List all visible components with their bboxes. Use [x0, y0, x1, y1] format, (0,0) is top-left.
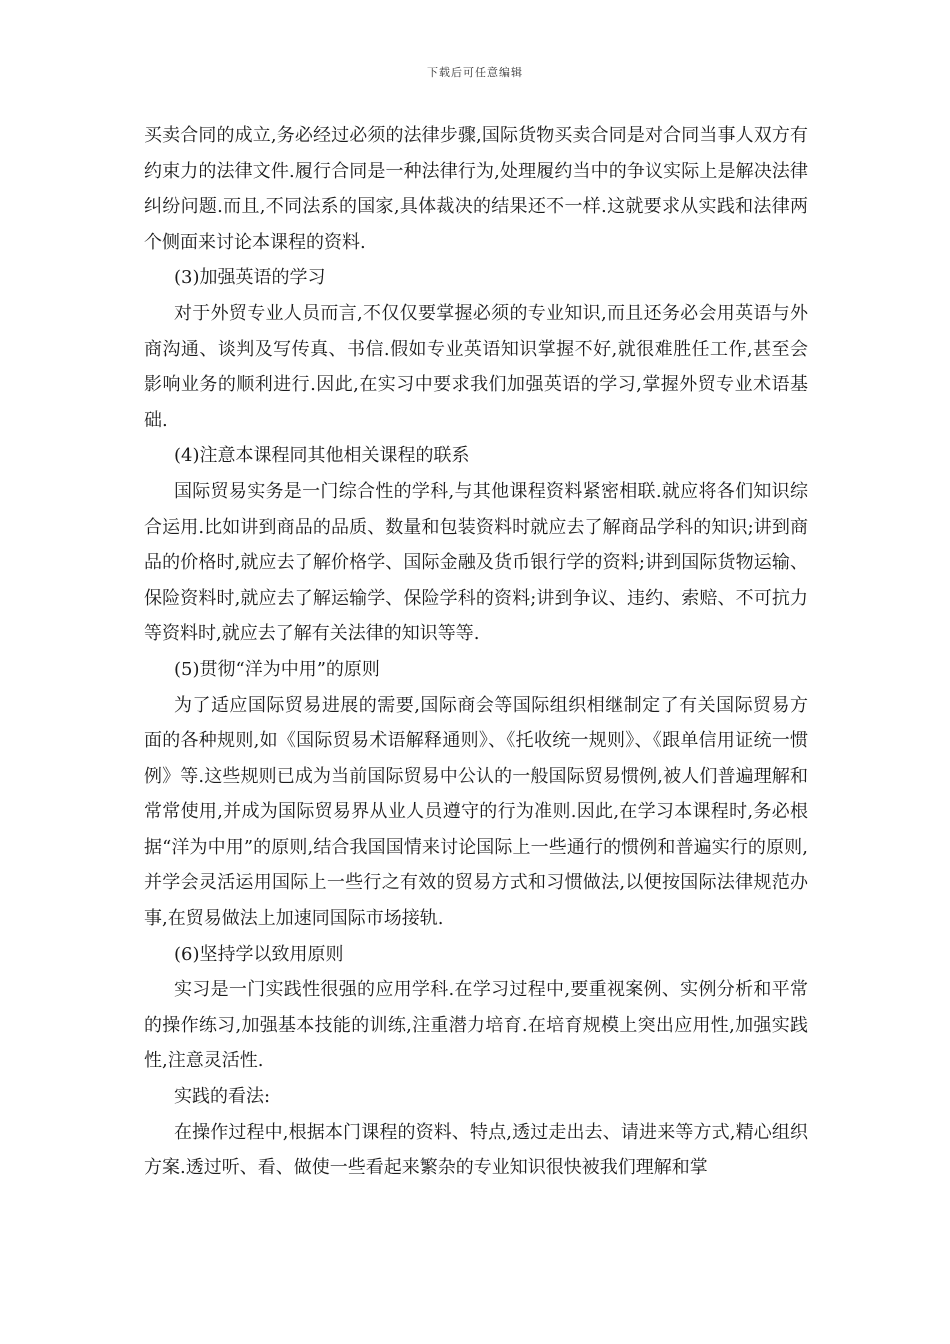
body-text: [144, 118, 808, 1186]
paragraph: 对于外贸专业人员而言,不仅仅要掌握必须的专业知识,而且还务必会用英语与外商沟通、谈判及写传真、书信.假如专业英语知识掌握不好,就很难胜任工作,甚至会影响业务的顺利进行.因此,在实习中要求我们加强英语的学习,掌握外贸专业术语基础.: [144, 302, 808, 431]
paragraph: 买卖合同的成立,务必经过必须的法律步骤,国际货物买卖合同是对合同当事人双方有约束力的法律文件.履行合同是一种法律行为,处理履约当中的争议实际上是解决法律纠纷问题.而且,不同法系的国家,具体裁决的结果还不一样.这就要求从实践和法律两个侧面来讨论本课程的资料.: [144, 125, 808, 253]
section-heading: (4)注意本课程同其他相关课程的联系: [174, 445, 470, 467]
section-heading: 实践的看法:: [174, 1086, 271, 1108]
section-heading: (5)贯彻“洋为中用”的原则: [174, 658, 380, 680]
section-heading: (3)加强英语的学习: [174, 267, 326, 289]
paragraph: 在操作过程中,根据本门课程的资料、特点,透过走出去、请进来等方式,精心组织方案.透过听、看、做使一些看起来繁杂的专业知识很快被我们理解和掌: [144, 1121, 808, 1179]
section-heading: (6)坚持学以致用原则: [174, 943, 344, 965]
paragraph: 为了适应国际贸易进展的需要,国际商会等国际组织相继制定了有关国际贸易方面的各种规则,如《国际贸易术语解释通则》、《托收统一规则》、《跟单信用证统一惯例》等.这些规则已成为当前国际贸易中公认的一般国际贸易惯例,被人们普遍理解和常常使用,并成为国际贸易界从业人员遵守的行为准则.因此,在学习本课程时,务必根据“洋为中用”的原则,结合我国国情来讨论国际上一些通行的惯例和普遍实行的原则,并学会灵活运用国际上一些行之有效的贸易方式和习惯做法,以便按国际法律规范办事,在贸易做法上加速同国际市场接轨.: [144, 694, 808, 930]
header-note: 下载后可任意编辑: [427, 66, 523, 79]
paragraph: 实习是一门实践性很强的应用学科.在学习过程中,要重视案例、实例分析和平常的操作练习,加强基本技能的训练,注重潜力培育.在培育规模上突出应用性,加强实践性,注意灵活性.: [144, 979, 808, 1072]
paragraph: 国际贸易实务是一门综合性的学科,与其他课程资料紧密相联.就应将各们知识综合运用.比如讲到商品的品质、数量和包装资料时就应去了解商品学科的知识;讲到商品的价格时,就应去了解价格学、国际金融及货币银行学的资料;讲到国际货物运输、保险资料时,就应去了解运输学、保险学科的资料;讲到争议、违约、索赔、不可抗力等资料时,就应去了解有关法律的知识等等.: [144, 480, 808, 645]
